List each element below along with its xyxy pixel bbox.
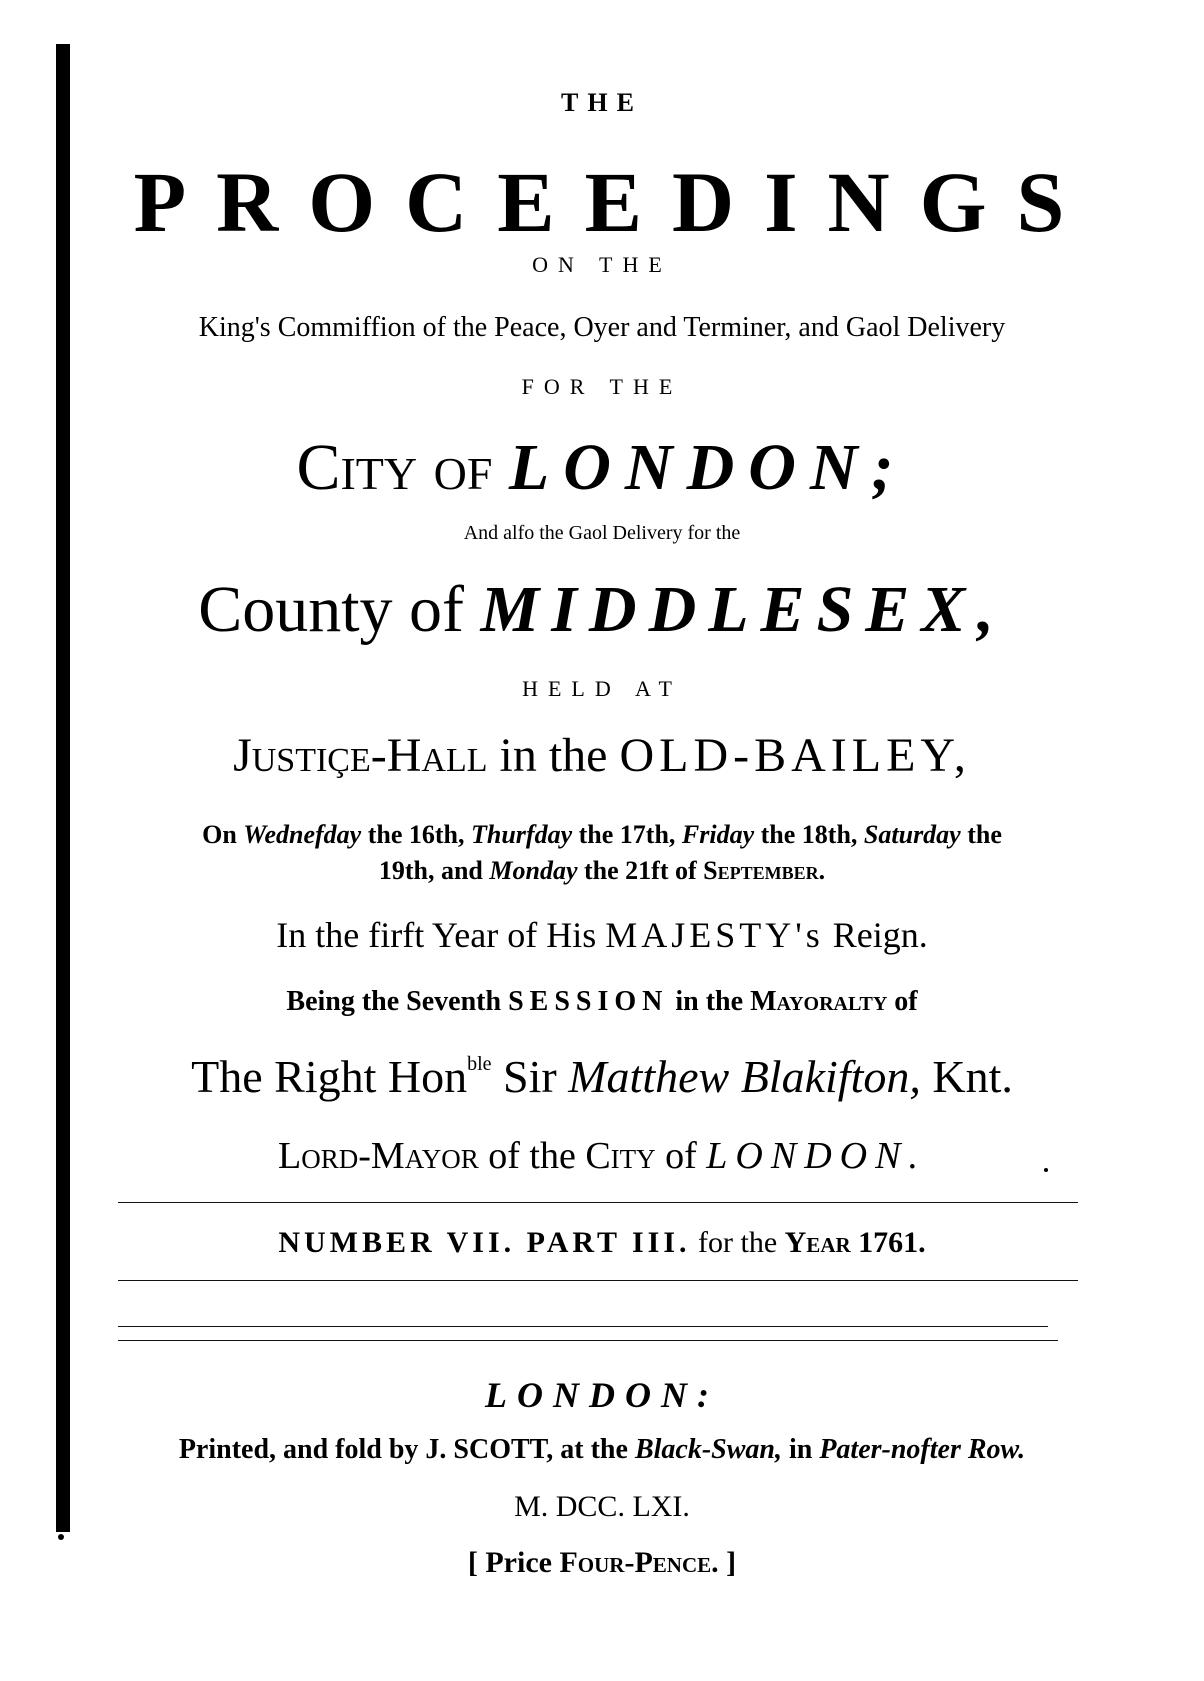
reign-text: Reign. <box>823 915 928 955</box>
county-of-text: County of <box>198 573 481 646</box>
city-of-text: City of <box>296 431 509 504</box>
the-text: the <box>960 820 1002 849</box>
london-text: LONDON. <box>706 1135 926 1177</box>
imprint-date: M. DCC. LXI. <box>514 1490 690 1523</box>
number-text: NUMBER VII. PART III. <box>278 1226 691 1259</box>
heading-proceedings: PROCEEDINGS <box>133 154 1095 250</box>
scott-text: SCOTT <box>453 1434 547 1465</box>
year-number-text: 1761. <box>850 1226 926 1259</box>
rule-middle <box>118 1280 1078 1281</box>
the-right-text: The Right Hon <box>191 1051 468 1102</box>
price-close-text: ] <box>718 1546 737 1579</box>
old-bailey-text: OLD-BAILEY, <box>619 729 971 782</box>
price-open-text: [ Price <box>467 1546 560 1579</box>
heading-held-at: HELD AT <box>522 676 682 701</box>
black-swan-text: Black-Swan, <box>634 1434 782 1465</box>
mayoralty-text: Mayoralty <box>750 986 888 1017</box>
majesty-text: MAJESTY's <box>605 915 824 955</box>
of-the-text: of the <box>478 1135 586 1177</box>
at-the-text: , at the <box>546 1434 635 1465</box>
saturday-text: Saturday <box>863 820 961 849</box>
session-text: SESSION <box>508 986 669 1017</box>
price-text: Four-Pence. <box>559 1546 719 1579</box>
commission-line: King's Commiffion of the Peace, Oyer and Terminer, and Gaol Delivery <box>198 312 1006 343</box>
city-text: City <box>585 1135 656 1177</box>
imprint-city: LONDON: <box>485 1375 719 1415</box>
on-text: On <box>202 820 244 849</box>
justice-hall-line <box>0 728 1204 783</box>
rule-top <box>118 1202 1078 1203</box>
mayor-name-text: Matthew Blakifton, <box>568 1051 921 1102</box>
price-line <box>0 1546 1204 1580</box>
of-text: of <box>655 1135 707 1177</box>
heading-for-the: FOR THE <box>521 374 683 399</box>
heading-on-the: ON THE <box>532 252 672 277</box>
printed-text: Printed, and fold by J. <box>178 1434 454 1465</box>
pater-noster-text: Pater-nofter Row. <box>819 1434 1026 1465</box>
heading-the: THE <box>561 88 643 117</box>
first-year-text: In the firft Year of His <box>276 915 606 955</box>
lord-mayor-title-line <box>0 1134 1204 1178</box>
imprint-printer-line <box>0 1434 1204 1466</box>
city-of-london-line <box>0 430 1204 506</box>
reign-year-line <box>0 914 1204 956</box>
lord-mayor-name-line <box>0 1050 1204 1103</box>
justice-hall-text: Justiçe-Hall <box>233 729 488 782</box>
for-the-text: for the <box>690 1226 785 1259</box>
ink-speck <box>1044 1168 1048 1172</box>
lord-mayor-text: Lord-Mayor <box>278 1135 479 1177</box>
the17-text: the 17th, <box>572 820 682 849</box>
monday-text: Monday <box>489 856 578 885</box>
number-part-line <box>0 1226 1204 1260</box>
the21-text: the 21ft of <box>577 856 704 885</box>
gaol-delivery-line: And alfo the Gaol Delivery for the <box>463 522 741 544</box>
session-days-line-1 <box>0 820 1204 850</box>
nineteenth-text: 19th, and <box>378 856 490 885</box>
session-line <box>0 986 1204 1018</box>
middlesex-text: MIDDLESEX, <box>480 573 1006 646</box>
thursday-text: Thurfday <box>471 820 573 849</box>
year-text: Year <box>784 1226 851 1259</box>
in-the-text: in the <box>668 986 751 1017</box>
london-text: LONDON; <box>508 431 908 504</box>
rule-lower-1 <box>118 1326 1048 1327</box>
sir-text: Sir <box>491 1051 569 1102</box>
ink-speck <box>58 1534 64 1540</box>
september-text: September. <box>703 856 826 885</box>
knt-text: Knt. <box>920 1051 1013 1102</box>
the18-text: the 18th, <box>754 820 864 849</box>
ble-text: ble <box>467 1053 492 1075</box>
rule-lower-2 <box>118 1340 1058 1341</box>
wednesday-text: Wednefday <box>243 820 362 849</box>
in-the-text: in the <box>487 729 620 782</box>
being-text: Being the Seventh <box>286 986 509 1017</box>
the16-text: the 16th, <box>361 820 471 849</box>
session-days-line-2 <box>0 856 1204 886</box>
of-text: of <box>887 986 918 1017</box>
county-middlesex-line <box>0 572 1204 648</box>
in-text: in <box>781 1434 820 1465</box>
friday-text: Friday <box>681 820 755 849</box>
